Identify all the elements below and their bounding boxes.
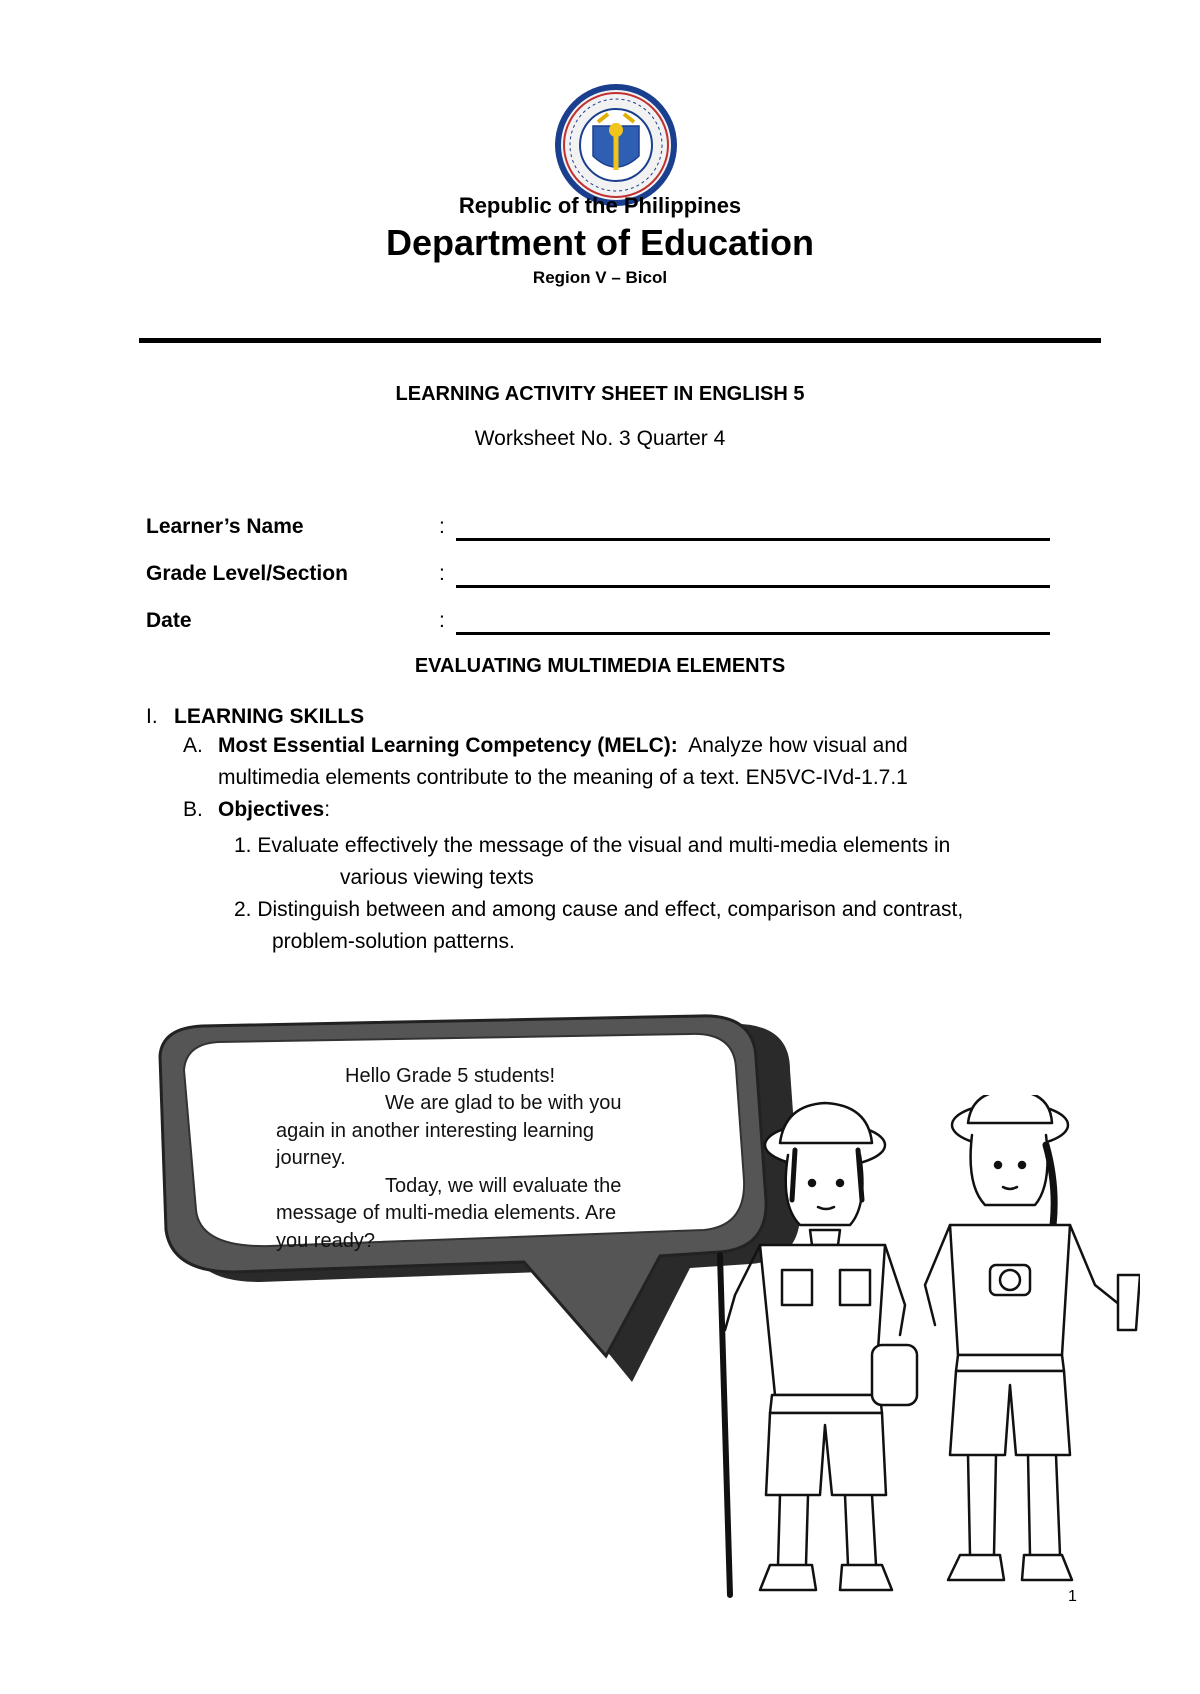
objective-2-line-2: problem-solution patterns. <box>272 930 515 953</box>
date-blank[interactable] <box>456 632 1050 635</box>
section-title: EVALUATING MULTIMEDIA ELEMENTS <box>414 655 786 677</box>
objective-2-line-1: 2. Distinguish between and among cause and effect, comparison and contrast, <box>234 898 964 921</box>
page-number: 1 <box>1068 1588 1077 1605</box>
skills-numeral: I. <box>146 705 158 728</box>
bubble-line-1: Hello Grade 5 students! <box>345 1065 556 1087</box>
bubble-line-2: We are glad to be with you <box>385 1092 622 1114</box>
boy-figure <box>725 1103 917 1590</box>
grade-section-label: Grade Level/Section <box>146 562 348 585</box>
bubble-line-7: you ready? <box>276 1230 375 1252</box>
date-colon: : <box>439 609 445 632</box>
objectives-colon: : <box>324 798 331 821</box>
department-heading: Department of Education <box>385 222 815 263</box>
region-heading: Region V – Bicol <box>532 268 668 287</box>
learner-name-blank[interactable] <box>456 538 1050 541</box>
objective-1-line-2: various viewing texts <box>340 866 534 889</box>
grade-section-colon: : <box>439 562 445 585</box>
objectives-letter: B. <box>183 798 203 821</box>
deped-seal-logo <box>553 82 679 208</box>
melc-text-1: Analyze how visual and <box>688 734 908 757</box>
sheet-title: LEARNING ACTIVITY SHEET IN ENGLISH 5 <box>395 383 805 405</box>
date-label: Date <box>146 609 192 632</box>
melc-text-2: multimedia elements contribute to the meaning of a text. EN5VC-IVd-1.7.1 <box>218 766 908 789</box>
learner-name-label: Learner’s Name <box>146 515 304 538</box>
explorer-kids-illustration <box>700 1095 1140 1605</box>
bubble-line-3: again in another interesting learning <box>276 1120 594 1142</box>
bubble-line-6: message of multi-media elements. Are <box>276 1202 617 1224</box>
melc-letter: A. <box>183 734 203 757</box>
republic-heading: Republic of the Philippines <box>458 193 742 218</box>
melc-line <box>218 730 908 762</box>
objective-1-line-1: 1. Evaluate effectively the message of the visual and multi-media elements in <box>234 834 951 857</box>
worksheet-number: Worksheet No. 3 Quarter 4 <box>474 427 726 450</box>
header-divider <box>139 338 1101 343</box>
bubble-line-4: journey. <box>276 1147 346 1169</box>
objectives-line <box>218 794 330 826</box>
skills-heading: LEARNING SKILLS <box>174 705 365 728</box>
objectives-label: Objectives <box>218 798 325 821</box>
melc-label: Most Essential Learning Competency (MELC): <box>218 734 678 757</box>
girl-figure <box>925 1095 1140 1580</box>
grade-section-blank[interactable] <box>456 585 1050 588</box>
bubble-line-5: Today, we will evaluate the <box>385 1175 622 1197</box>
learner-name-colon: : <box>439 515 445 538</box>
